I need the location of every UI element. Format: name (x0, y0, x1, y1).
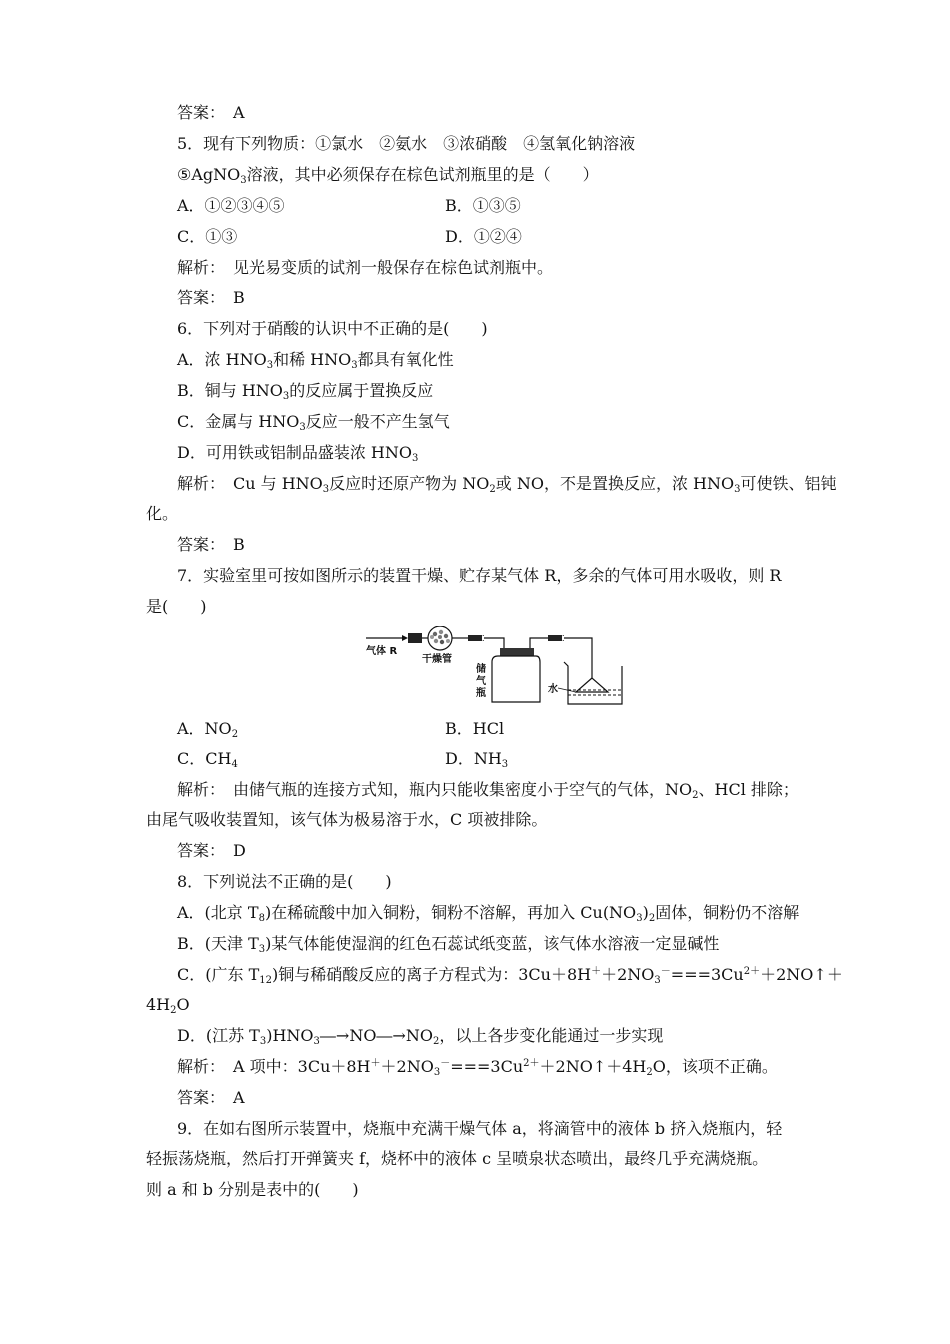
bottle-label-1: 储 (476, 664, 486, 675)
q9-line1: 9．在如右图所示装置中，烧瓶中充满干燥气体 a，将滴管中的液体 b 挤入烧瓶内，轻 (177, 1119, 783, 1138)
q6-option-a: A．浓 $HNO_3$和稀 $HNO_3$都具有氧化性 (177, 350, 454, 371)
q6-answer: 答案： B (177, 535, 245, 554)
q6-option-d: D．可用铁或铝制品盛装浓 $HNO_3$ (177, 443, 419, 464)
q6-option-c: C．金属与 $HNO_3$反应一般不产生氢气 (177, 412, 450, 433)
q8-analysis: 解析： A 项中：$3Cu+8H^++2NO_3^-===3Cu^{2+}+2NO↑+4H_2O$，该项不正确。 (177, 1057, 778, 1078)
q8-option-c-line2: $4H_2O$ (146, 995, 190, 1016)
gas-label: 气体 R (366, 646, 398, 657)
q5-option-a: A．①②③④⑤ (177, 196, 285, 215)
q5-stem-line2: ⑤AgNO$_3$溶液，其中必须保存在棕色试剂瓶里的是（ ） (177, 165, 599, 186)
q7-analysis-line2: 由尾气吸收装置知，该气体为极易溶于水，C 项被排除。 (146, 810, 548, 829)
q6-stem: 6．下列对于硝酸的认识中不正确的是( ) (177, 319, 488, 338)
bottle-label-2: 气 (476, 676, 486, 687)
inlet-arrow (366, 635, 408, 641)
storage-bottle (492, 648, 540, 702)
q7-answer: 答案： D (177, 841, 246, 860)
drying-tube (428, 626, 468, 650)
q5-option-b: B．①③⑤ (445, 196, 521, 215)
q6-analysis-line1: 解析： Cu 与 $HNO_3$反应时还原产物为 $NO_2$或 NO，不是置换反应，浓 $HNO_3$可使铁、铝钝 (177, 474, 837, 495)
q5-stem-line1: 5．现有下列物质：①氯水 ②氨水 ③浓硝酸 ④氢氧化钠溶液 (177, 134, 636, 153)
connector-2 (548, 635, 564, 641)
dryer-label: 干燥管 (422, 654, 452, 665)
dryer-stopper (408, 633, 422, 643)
q5-option-c: C．①③ (177, 227, 238, 246)
water-label: 水 (548, 684, 558, 695)
q8-stem: 8．下列说法不正确的是( ) (177, 872, 392, 891)
q5-answer: 答案： B (177, 288, 245, 307)
q5-option-d: D．①②④ (445, 227, 522, 246)
q8-option-b: B．(天津 $T_3$)某气体能使湿润的红色石蕊试纸变蓝，该气体水溶液一定显碱性 (177, 934, 720, 955)
q8-answer: 答案： A (177, 1088, 245, 1107)
q7-option-b: B．HCl (445, 719, 505, 738)
q7-option-d: D．$NH_3$ (445, 749, 509, 770)
q6-option-b: B．铜与 $HNO_3$的反应属于置换反应 (177, 381, 434, 402)
q7-stem-line2: 是( ) (146, 597, 207, 616)
q7-stem-line1: 7．实验室里可按如图所示的装置干燥、贮存某气体 R，多余的气体可用水吸收，则 R (177, 566, 782, 585)
q9-line3: 则 a 和 b 分别是表中的( ) (146, 1180, 359, 1199)
q6-analysis-line2: 化。 (146, 504, 179, 523)
apparatus-figure (364, 626, 644, 706)
bottle-label-3: 瓶 (476, 688, 486, 699)
q9-line2: 轻振荡烧瓶，然后打开弹簧夹 f，烧杯中的液体 c 呈喷泉状态喷出，最终几乎充满烧瓶。 (146, 1149, 769, 1168)
q7-option-a: A．$NO_2$ (177, 719, 239, 740)
q7-option-c: C．$CH_4$ (177, 749, 238, 770)
q5-analysis: 解析： 见光易变质的试剂一般保存在棕色试剂瓶中。 (177, 258, 554, 277)
q7-analysis-line1: 解析： 由储气瓶的连接方式知，瓶内只能收集密度小于空气的气体，$NO_2$、HCl 排除； (177, 780, 799, 801)
q8-option-d: D．(江苏 $T_3)HNO_3―\to NO―\to NO_2$，以上各步变化能通过一步实现 (177, 1026, 664, 1047)
connector-1 (468, 635, 484, 641)
q4-answer: 答案： A (177, 103, 245, 122)
q8-option-c-line1: C．(广东 $T_{12}$)铜与稀硝酸反应的离子方程式为：$3Cu+8H^++2NO_3^-===3Cu^{2+}+2NO↑+$ (177, 965, 843, 986)
q8-option-a: A．(北京 $T_8$)在稀硫酸中加入铜粉，铜粉不溶解，再加入 $Cu(NO_3)_2$固体，铜粉仍不溶解 (177, 903, 800, 924)
